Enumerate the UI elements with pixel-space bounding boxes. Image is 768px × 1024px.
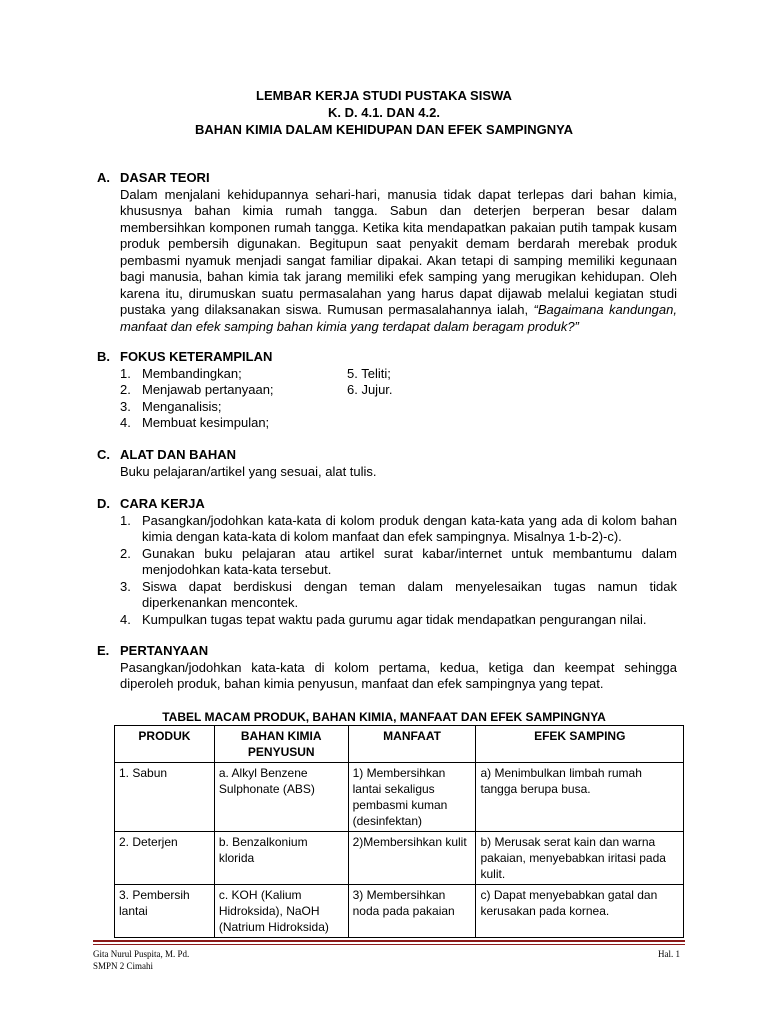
section-d-title: CARA KERJA bbox=[120, 496, 205, 511]
procedure-list bbox=[97, 513, 677, 629]
section-d-letter: D. bbox=[97, 496, 110, 511]
list-item: 4. Kumpulkan tugas tepat waktu pada gurumu agar tidak mendapatkan pengurangan nilai. bbox=[120, 611, 647, 627]
doc-title-line-1: LEMBAR KERJA STUDI PUSTAKA SISWA bbox=[256, 88, 512, 103]
table-row bbox=[115, 885, 684, 938]
skill-list-right bbox=[347, 366, 393, 399]
section-dasar-teori bbox=[97, 170, 677, 335]
doc-title-line-3: BAHAN KIMIA DALAM KEHIDUPAN DAN EFEK SAMPINGNYA bbox=[195, 122, 573, 137]
section-e-text: Pasangkan/jodohkan kata-kata di kolom pertama, kedua, ketiga dan keempat sehingga diperoleh produk, bahan kimia penyusun, manfaat dan efek sampingnya yang tepat. bbox=[120, 659, 677, 691]
table-title: TABEL MACAM PRODUK, BAHAN KIMIA, MANFAAT DAN EFEK SAMPINGNYA bbox=[162, 710, 606, 724]
section-b-letter: B. bbox=[97, 349, 110, 364]
list-item: 1. Membandingkan; bbox=[120, 365, 242, 381]
section-a-text: Dalam menjalani kehidupannya sehari-hari, manusia tidak dapat terlepas dari bahan kimia, khususnya bahan kimia rumah tangga. Sabun dan deterjen berperan besar dalam membersihkan komponen rumah tangga. Ketika kita mendapatkan pakaian putih tampak kusam produk pembersih digunakan. Begitupun saat penyakit demam berdarah merebak produk pembasmi nyamuk menjadi sangat familiar dipakai. Akan tetapi di samping memiliki kegunaan bagi manusia, bahan kimia tak jarang memiliki efek samping yang merugikan kehidupan. Oleh karena itu, dirumuskan suatu permasalahan yang harus dapat dijawab melalui kegiatan studi pustaka yang dilaksanakan siswa. Rumusan permasalahannya ialah, bbox=[120, 186, 677, 317]
section-cara-kerja bbox=[97, 496, 677, 628]
section-c-title: ALAT DAN BAHAN bbox=[120, 447, 237, 462]
table-row bbox=[115, 832, 684, 885]
section-e-title: PERTANYAAN bbox=[120, 643, 209, 658]
footer-page-number: Hal. 1 bbox=[658, 949, 680, 959]
table-cell: 3) Membersihkan noda pada pakaian bbox=[348, 885, 476, 938]
table-cell: c) Dapat menyebabkan gatal dan kerusakan pada kornea. bbox=[476, 885, 684, 938]
table-cell: b. Benzalkonium klorida bbox=[214, 832, 348, 885]
list-item: 5. Teliti; bbox=[347, 365, 391, 381]
table-cell: 1. Sabun bbox=[115, 763, 215, 832]
section-pertanyaan bbox=[97, 643, 677, 693]
header-efek-samping: EFEK SAMPING bbox=[476, 726, 684, 763]
footer-school: SMPN 2 Cimahi bbox=[93, 961, 154, 971]
table-cell: 3. Pembersih lantai bbox=[115, 885, 215, 938]
section-a-title: DASAR TEORI bbox=[120, 170, 210, 185]
list-item: 4. Membuat kesimpulan; bbox=[120, 415, 270, 430]
header-manfaat: MANFAAT bbox=[348, 726, 476, 763]
list-item: 6. Jujur. bbox=[347, 382, 393, 397]
table-row bbox=[115, 763, 684, 832]
footer-left bbox=[93, 948, 189, 972]
table-cell: c. KOH (Kalium Hidroksida), NaOH (Natrium Hidroksida) bbox=[214, 885, 348, 938]
table-cell: 1) Membersihkan lantai sekaligus pembasmi kuman (desinfektan) bbox=[348, 763, 476, 832]
footer-divider bbox=[93, 940, 685, 942]
section-c-text: Buku pelajaran/artikel yang sesuai, alat tulis. bbox=[120, 463, 377, 479]
table-cell: a) Menimbulkan limbah rumah tangga berupa busa. bbox=[476, 763, 684, 832]
header-bahan-kimia: BAHAN KIMIA PENYUSUN bbox=[214, 726, 348, 763]
list-item: 2. Gunakan buku pelajaran atau artikel surat kabar/internet untuk membantumu dalam menjodohkan kata-kata tersebut. bbox=[120, 545, 677, 577]
section-e-letter: E. bbox=[97, 643, 110, 658]
section-b-title: FOKUS KETERAMPILAN bbox=[120, 349, 273, 364]
footer-author: Gita Nurul Puspita, M. Pd. bbox=[93, 949, 190, 959]
section-a-body bbox=[120, 187, 677, 336]
list-item: 3. Menganalisis; bbox=[120, 398, 222, 414]
section-alat-bahan bbox=[97, 447, 677, 480]
list-item: 1. Pasangkan/jodohkan kata-kata di kolom produk dengan kata-kata yang ada di kolom bahan kimia dengan kata-kata di kolom manfaat dan efek sampingnya. Misalnya 1-b-2)-c). bbox=[120, 512, 677, 544]
section-a-letter: A. bbox=[97, 170, 110, 185]
section-fokus-keterampilan bbox=[97, 349, 677, 432]
doc-title-line-2: K. D. 4.1. DAN 4.2. bbox=[328, 105, 440, 120]
section-a-quote: “Bagaimana kandungan, manfaat dan efek samping bahan kimia yang terdapat dalam beragam produk?” bbox=[120, 302, 677, 334]
list-item: 2. Menjawab pertanyaan; bbox=[120, 382, 274, 397]
table-cell: b) Merusak serat kain dan warna pakaian, menyebabkan iritasi pada kulit. bbox=[476, 832, 684, 885]
table-cell: 2)Membersihkan kulit bbox=[348, 832, 476, 885]
list-item: 3. Siswa dapat berdiskusi dengan teman dalam menyelesaikan tugas namun tidak diperkenankan mencontek. bbox=[120, 578, 677, 610]
footer-divider-thin bbox=[93, 944, 685, 945]
table-header-row bbox=[115, 726, 684, 763]
header-produk: PRODUK bbox=[115, 726, 215, 763]
matching-table bbox=[114, 725, 684, 938]
table-cell: 2. Deterjen bbox=[115, 832, 215, 885]
table-cell: a. Alkyl Benzene Sulphonate (ABS) bbox=[214, 763, 348, 832]
section-c-letter: C. bbox=[97, 447, 110, 462]
